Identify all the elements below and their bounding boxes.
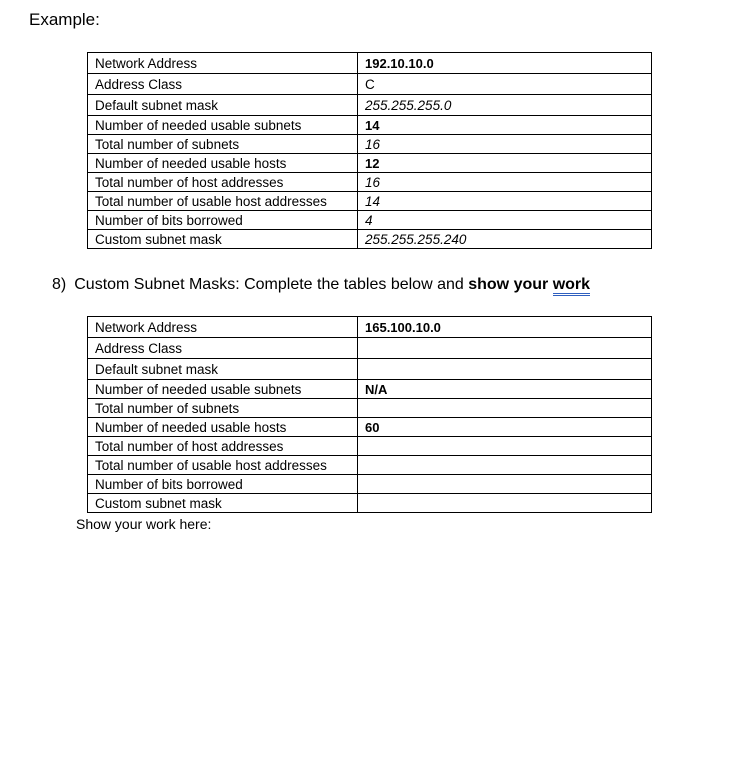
row-value[interactable] — [358, 437, 652, 456]
row-value[interactable] — [358, 359, 652, 380]
row-label: Number of needed usable hosts — [88, 418, 358, 437]
row-label: Number of needed usable subnets — [88, 116, 358, 135]
row-value: 16 — [358, 135, 652, 154]
table-row — [88, 116, 652, 135]
instruction-line — [52, 275, 590, 295]
row-label: Total number of usable host addresses — [88, 192, 358, 211]
table-row — [88, 211, 652, 230]
row-label: Number of bits borrowed — [88, 211, 358, 230]
table-row — [88, 399, 652, 418]
table-row — [88, 475, 652, 494]
row-value: 192.10.10.0 — [358, 53, 652, 74]
table-row — [88, 494, 652, 513]
instruction-text: Custom Subnet Masks: Complete the tables below and — [74, 276, 464, 293]
row-label: Custom subnet mask — [88, 230, 358, 249]
row-label: Number of needed usable subnets — [88, 380, 358, 399]
table-row — [88, 437, 652, 456]
row-label: Address Class — [88, 74, 358, 95]
table-row — [88, 173, 652, 192]
instruction-underlined-word: work — [553, 276, 590, 296]
example-table-body — [88, 53, 652, 249]
table-row — [88, 95, 652, 116]
row-value: 60 — [358, 418, 652, 437]
row-value: 255.255.255.240 — [358, 230, 652, 249]
row-value[interactable] — [358, 456, 652, 475]
example-heading: Example: — [29, 10, 100, 29]
example-table — [87, 52, 652, 249]
row-value[interactable] — [358, 475, 652, 494]
exercise-table — [87, 316, 652, 513]
exercise-table-body — [88, 317, 652, 513]
row-value: 255.255.255.0 — [358, 95, 652, 116]
row-label: Total number of host addresses — [88, 437, 358, 456]
row-label: Total number of usable host addresses — [88, 456, 358, 475]
row-label: Address Class — [88, 338, 358, 359]
row-label: Number of bits borrowed — [88, 475, 358, 494]
row-label: Total number of subnets — [88, 135, 358, 154]
table-row — [88, 192, 652, 211]
row-label: Total number of subnets — [88, 399, 358, 418]
row-value: 165.100.10.0 — [358, 317, 652, 338]
row-label: Network Address — [88, 53, 358, 74]
table-row — [88, 154, 652, 173]
row-label: Number of needed usable hosts — [88, 154, 358, 173]
row-value: N/A — [358, 380, 652, 399]
row-value[interactable] — [358, 494, 652, 513]
table-row — [88, 135, 652, 154]
row-value[interactable] — [358, 399, 652, 418]
row-value: 14 — [358, 192, 652, 211]
row-value[interactable] — [358, 338, 652, 359]
table-row — [88, 317, 652, 338]
table-row — [88, 53, 652, 74]
table-row — [88, 418, 652, 437]
row-label: Network Address — [88, 317, 358, 338]
table-row — [88, 74, 652, 95]
table-row — [88, 230, 652, 249]
table-row — [88, 456, 652, 475]
row-value: C — [358, 74, 652, 95]
question-number: 8) — [52, 276, 67, 293]
row-label: Total number of host addresses — [88, 173, 358, 192]
table-row — [88, 359, 652, 380]
row-value: 14 — [358, 116, 652, 135]
instruction-bold: show your — [468, 276, 549, 293]
row-value: 4 — [358, 211, 652, 230]
table-row — [88, 338, 652, 359]
row-label: Custom subnet mask — [88, 494, 358, 513]
show-work-label: Show your work here: — [76, 516, 212, 532]
row-label: Default subnet mask — [88, 359, 358, 380]
row-value: 12 — [358, 154, 652, 173]
row-value: 16 — [358, 173, 652, 192]
table-row — [88, 380, 652, 399]
row-label: Default subnet mask — [88, 95, 358, 116]
